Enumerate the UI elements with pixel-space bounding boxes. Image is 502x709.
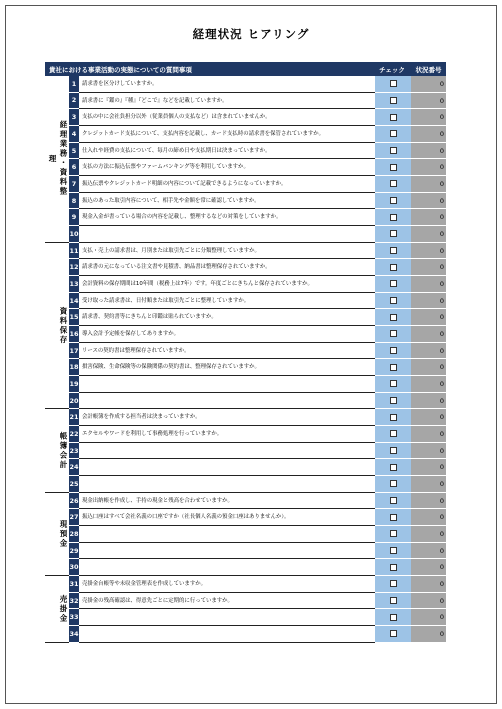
check-cell bbox=[375, 509, 411, 526]
question-number: 33 bbox=[69, 609, 79, 626]
question-text: クレジットカード支払について、支払内容を記載し、カード支払時の請求書を保管されていますか。 bbox=[79, 126, 375, 143]
status-value: 0 bbox=[411, 209, 446, 226]
question-number: 13 bbox=[69, 276, 79, 293]
question-text: 振込口座はすべて会社名義の口座ですか（社長個人名義の預金口座はありませんか）。 bbox=[79, 509, 375, 526]
checkbox[interactable] bbox=[390, 580, 397, 587]
checkbox[interactable] bbox=[390, 514, 397, 521]
question-number: 28 bbox=[69, 526, 79, 543]
question-text bbox=[79, 526, 375, 543]
check-cell bbox=[375, 409, 411, 426]
check-cell bbox=[375, 393, 411, 410]
check-cell bbox=[375, 276, 411, 293]
check-cell bbox=[375, 526, 411, 543]
table-row bbox=[45, 526, 446, 543]
table-row bbox=[45, 559, 446, 576]
check-cell bbox=[375, 93, 411, 110]
checkbox[interactable] bbox=[390, 464, 397, 471]
question-text: 売掛金の残高確認は、得意先ごとに定期的に行っていますか。 bbox=[79, 593, 375, 610]
table-row bbox=[45, 226, 446, 243]
checkbox[interactable] bbox=[390, 630, 397, 637]
check-cell bbox=[375, 593, 411, 610]
page-title: 経理状況 ヒアリング bbox=[192, 27, 310, 41]
check-cell bbox=[375, 343, 411, 360]
status-value: 0 bbox=[411, 359, 446, 376]
checkbox[interactable] bbox=[390, 97, 397, 104]
check-cell bbox=[375, 493, 411, 510]
check-cell bbox=[375, 159, 411, 176]
question-text: リースの契約書は整理保存されていますか。 bbox=[79, 343, 375, 360]
question-number: 11 bbox=[69, 243, 79, 260]
table-row bbox=[45, 76, 446, 93]
checkbox[interactable] bbox=[390, 80, 397, 87]
section-label: 現預金 bbox=[59, 519, 68, 549]
check-cell bbox=[375, 126, 411, 143]
question-number: 2 bbox=[69, 93, 79, 110]
check-cell bbox=[375, 209, 411, 226]
question-text: 会計帳簿を作成する担当者は決まっていますか。 bbox=[79, 409, 375, 426]
question-text bbox=[79, 543, 375, 560]
status-value: 0 bbox=[411, 276, 446, 293]
question-number: 34 bbox=[69, 626, 79, 643]
check-cell bbox=[375, 626, 411, 643]
question-text: 導入会計予定帳を保存してありますか。 bbox=[79, 326, 375, 343]
section-label: 経理業務・資料整理 bbox=[48, 120, 68, 197]
status-value: 0 bbox=[411, 326, 446, 343]
check-cell bbox=[375, 426, 411, 443]
check-cell bbox=[375, 293, 411, 310]
question-number: 3 bbox=[69, 109, 79, 126]
check-cell bbox=[375, 359, 411, 376]
question-text: 請求書を区分けしていますか。 bbox=[79, 76, 375, 93]
checkbox[interactable] bbox=[390, 247, 397, 254]
table-row bbox=[45, 426, 446, 443]
status-value: 0 bbox=[411, 443, 446, 460]
status-value: 0 bbox=[411, 626, 446, 643]
question-number: 12 bbox=[69, 259, 79, 276]
question-text: 受け取った請求書は、日付順または取引先ごとに整理していますか。 bbox=[79, 293, 375, 310]
question-number: 9 bbox=[69, 209, 79, 226]
table-row bbox=[45, 376, 446, 393]
checkbox[interactable] bbox=[390, 164, 397, 171]
table-row bbox=[45, 393, 446, 410]
table-row bbox=[45, 509, 446, 526]
table-row bbox=[45, 609, 446, 626]
section-group bbox=[45, 493, 69, 576]
checkbox[interactable] bbox=[390, 347, 397, 354]
checkbox[interactable] bbox=[390, 280, 397, 287]
check-cell bbox=[375, 176, 411, 193]
checkbox[interactable] bbox=[390, 547, 397, 554]
question-text bbox=[79, 476, 375, 493]
check-cell bbox=[375, 609, 411, 626]
table-row bbox=[45, 293, 446, 310]
table-row bbox=[45, 593, 446, 610]
question-number: 24 bbox=[69, 459, 79, 476]
check-cell bbox=[375, 259, 411, 276]
table-row bbox=[45, 209, 446, 226]
question-text: 現金出納帳を作成し、手持の現金と残高を合わせていますか。 bbox=[79, 493, 375, 510]
checkbox[interactable] bbox=[390, 130, 397, 137]
check-column-header: チェック bbox=[379, 66, 405, 74]
question-text bbox=[79, 376, 375, 393]
check-cell bbox=[375, 443, 411, 460]
status-value: 0 bbox=[411, 343, 446, 360]
question-text: 会計資料の保存期間は10年間（税務上は7年）です。年度ごとにきちんと保存されていますか。 bbox=[79, 276, 375, 293]
status-value: 0 bbox=[411, 309, 446, 326]
table-header bbox=[45, 62, 446, 76]
question-text: 振込伝票やクレジットカード明細の内容について記載できるようになっていますか。 bbox=[79, 176, 375, 193]
check-cell bbox=[375, 459, 411, 476]
question-number: 4 bbox=[69, 126, 79, 143]
question-number: 31 bbox=[69, 576, 79, 593]
section-group bbox=[45, 76, 69, 243]
check-cell bbox=[375, 143, 411, 160]
question-number: 15 bbox=[69, 309, 79, 326]
checkbox[interactable] bbox=[390, 147, 397, 154]
table-row bbox=[45, 259, 446, 276]
status-value: 0 bbox=[411, 293, 446, 310]
status-value: 0 bbox=[411, 409, 446, 426]
question-number: 10 bbox=[69, 226, 79, 243]
question-number: 7 bbox=[69, 176, 79, 193]
question-number: 16 bbox=[69, 326, 79, 343]
question-number: 14 bbox=[69, 293, 79, 310]
status-value: 0 bbox=[411, 376, 446, 393]
check-cell bbox=[375, 576, 411, 593]
table-row bbox=[45, 143, 446, 160]
question-text bbox=[79, 559, 375, 576]
checkbox[interactable] bbox=[390, 597, 397, 604]
checkbox[interactable] bbox=[390, 197, 397, 204]
section-group bbox=[45, 409, 69, 492]
table-row bbox=[45, 93, 446, 110]
table-row bbox=[45, 326, 446, 343]
checkbox[interactable] bbox=[390, 480, 397, 487]
checkbox[interactable] bbox=[390, 447, 397, 454]
table-row bbox=[45, 243, 446, 260]
table-row bbox=[45, 459, 446, 476]
question-text: 支払・売上の請求書は、月別または取引先ごとに分類整理していますか。 bbox=[79, 243, 375, 260]
checkbox[interactable] bbox=[390, 414, 397, 421]
status-value: 0 bbox=[411, 226, 446, 243]
question-number: 32 bbox=[69, 593, 79, 610]
status-value: 0 bbox=[411, 609, 446, 626]
table-row bbox=[45, 626, 446, 643]
question-text: 請求書、契約書等にきちんと印鑑は貼られていますか。 bbox=[79, 309, 375, 326]
question-number: 8 bbox=[69, 193, 79, 210]
question-number: 20 bbox=[69, 393, 79, 410]
question-number: 21 bbox=[69, 409, 79, 426]
check-cell bbox=[375, 76, 411, 93]
question-number: 29 bbox=[69, 543, 79, 560]
status-value: 0 bbox=[411, 593, 446, 610]
question-text bbox=[79, 459, 375, 476]
checkbox[interactable] bbox=[390, 364, 397, 371]
table-row bbox=[45, 276, 446, 293]
section-label: 帳簿会計 bbox=[59, 431, 68, 470]
question-text bbox=[79, 443, 375, 460]
check-cell bbox=[375, 376, 411, 393]
question-number: 5 bbox=[69, 143, 79, 160]
status-value: 0 bbox=[411, 109, 446, 126]
table-row bbox=[45, 359, 446, 376]
table-row bbox=[45, 176, 446, 193]
question-text: 請求書に『鑑の』『種』『どこで』などを記載していますか。 bbox=[79, 93, 375, 110]
table-row bbox=[45, 126, 446, 143]
checkbox[interactable] bbox=[390, 497, 397, 504]
question-column-header: 貴社における事業活動の実態についての質問事項 bbox=[49, 66, 192, 74]
table-row bbox=[45, 343, 446, 360]
status-value: 0 bbox=[411, 493, 446, 510]
question-number: 25 bbox=[69, 476, 79, 493]
status-value: 0 bbox=[411, 526, 446, 543]
status-value: 0 bbox=[411, 93, 446, 110]
question-text: 仕入れや経費の支払について、毎月の締め日や支払期日は決まっていますか。 bbox=[79, 143, 375, 160]
table-row bbox=[45, 476, 446, 493]
question-text: 振込のあった取引内容について、相手先や金額を常に確認していますか。 bbox=[79, 193, 375, 210]
status-column-header: 状況番号 bbox=[415, 66, 442, 74]
question-text: 請求書の元になっている注文書や見積書、納品書は整理保存されていますか。 bbox=[79, 259, 375, 276]
table-row bbox=[45, 576, 446, 593]
question-text: 売掛金台帳等や未収金管理表を作成していますか。 bbox=[79, 576, 375, 593]
section-label: 売掛金 bbox=[59, 594, 68, 624]
checkbox[interactable] bbox=[390, 264, 397, 271]
table-row bbox=[45, 159, 446, 176]
question-number: 26 bbox=[69, 493, 79, 510]
check-cell bbox=[375, 559, 411, 576]
check-cell bbox=[375, 226, 411, 243]
question-number: 22 bbox=[69, 426, 79, 443]
check-cell bbox=[375, 109, 411, 126]
status-value: 0 bbox=[411, 159, 446, 176]
status-value: 0 bbox=[411, 176, 446, 193]
check-cell bbox=[375, 309, 411, 326]
status-value: 0 bbox=[411, 76, 446, 93]
checkbox[interactable] bbox=[390, 530, 397, 537]
status-value: 0 bbox=[411, 193, 446, 210]
question-text bbox=[79, 609, 375, 626]
question-text: 損害保険、生命保険等の保険関係の契約書は、整理保存されていますか。 bbox=[79, 359, 375, 376]
question-number: 23 bbox=[69, 443, 79, 460]
table-row bbox=[45, 309, 446, 326]
status-value: 0 bbox=[411, 426, 446, 443]
table-row bbox=[45, 443, 446, 460]
status-value: 0 bbox=[411, 243, 446, 260]
checkbox[interactable] bbox=[390, 564, 397, 571]
check-cell bbox=[375, 193, 411, 210]
question-number: 27 bbox=[69, 509, 79, 526]
checkbox[interactable] bbox=[390, 114, 397, 121]
check-cell bbox=[375, 243, 411, 260]
check-cell bbox=[375, 543, 411, 560]
status-value: 0 bbox=[411, 393, 446, 410]
checkbox[interactable] bbox=[390, 297, 397, 304]
check-cell bbox=[375, 326, 411, 343]
status-value: 0 bbox=[411, 143, 446, 160]
status-value: 0 bbox=[411, 476, 446, 493]
question-number: 18 bbox=[69, 359, 79, 376]
checkbox[interactable] bbox=[390, 614, 397, 621]
table-row bbox=[45, 193, 446, 210]
table-row bbox=[45, 543, 446, 560]
checkbox[interactable] bbox=[390, 230, 397, 237]
checkbox[interactable] bbox=[390, 397, 397, 404]
checkbox[interactable] bbox=[390, 180, 397, 187]
table-row bbox=[45, 409, 446, 426]
question-text: 現金入金が書っている場合の内容を記載し、整理するなどの対策をしていますか。 bbox=[79, 209, 375, 226]
question-text: エクセルやワードを利用して事務処理を行っていますか。 bbox=[79, 426, 375, 443]
question-text: 支払の方法に振込伝票やファームバンキング等を利用していますか。 bbox=[79, 159, 375, 176]
question-text bbox=[79, 626, 375, 643]
question-number: 6 bbox=[69, 159, 79, 176]
checkbox[interactable] bbox=[390, 330, 397, 337]
question-text: 支払の中に会社負担分以外（従業員個人の支払など）は含まれていませんか。 bbox=[79, 109, 375, 126]
status-value: 0 bbox=[411, 459, 446, 476]
question-text bbox=[79, 226, 375, 243]
question-number: 30 bbox=[69, 559, 79, 576]
status-value: 0 bbox=[411, 259, 446, 276]
status-value: 0 bbox=[411, 543, 446, 560]
question-number: 19 bbox=[69, 376, 79, 393]
check-cell bbox=[375, 476, 411, 493]
checkbox[interactable] bbox=[390, 214, 397, 221]
section-group bbox=[45, 243, 69, 410]
question-text bbox=[79, 393, 375, 410]
checkbox[interactable] bbox=[390, 380, 397, 387]
section-group bbox=[45, 576, 69, 643]
checkbox[interactable] bbox=[390, 314, 397, 321]
status-value: 0 bbox=[411, 126, 446, 143]
table-row bbox=[45, 493, 446, 510]
status-value: 0 bbox=[411, 509, 446, 526]
checkbox[interactable] bbox=[390, 430, 397, 437]
section-label: 資料保存 bbox=[59, 306, 68, 345]
question-number: 1 bbox=[69, 76, 79, 93]
status-value: 0 bbox=[411, 559, 446, 576]
question-number: 17 bbox=[69, 343, 79, 360]
table-row bbox=[45, 109, 446, 126]
status-value: 0 bbox=[411, 576, 446, 593]
